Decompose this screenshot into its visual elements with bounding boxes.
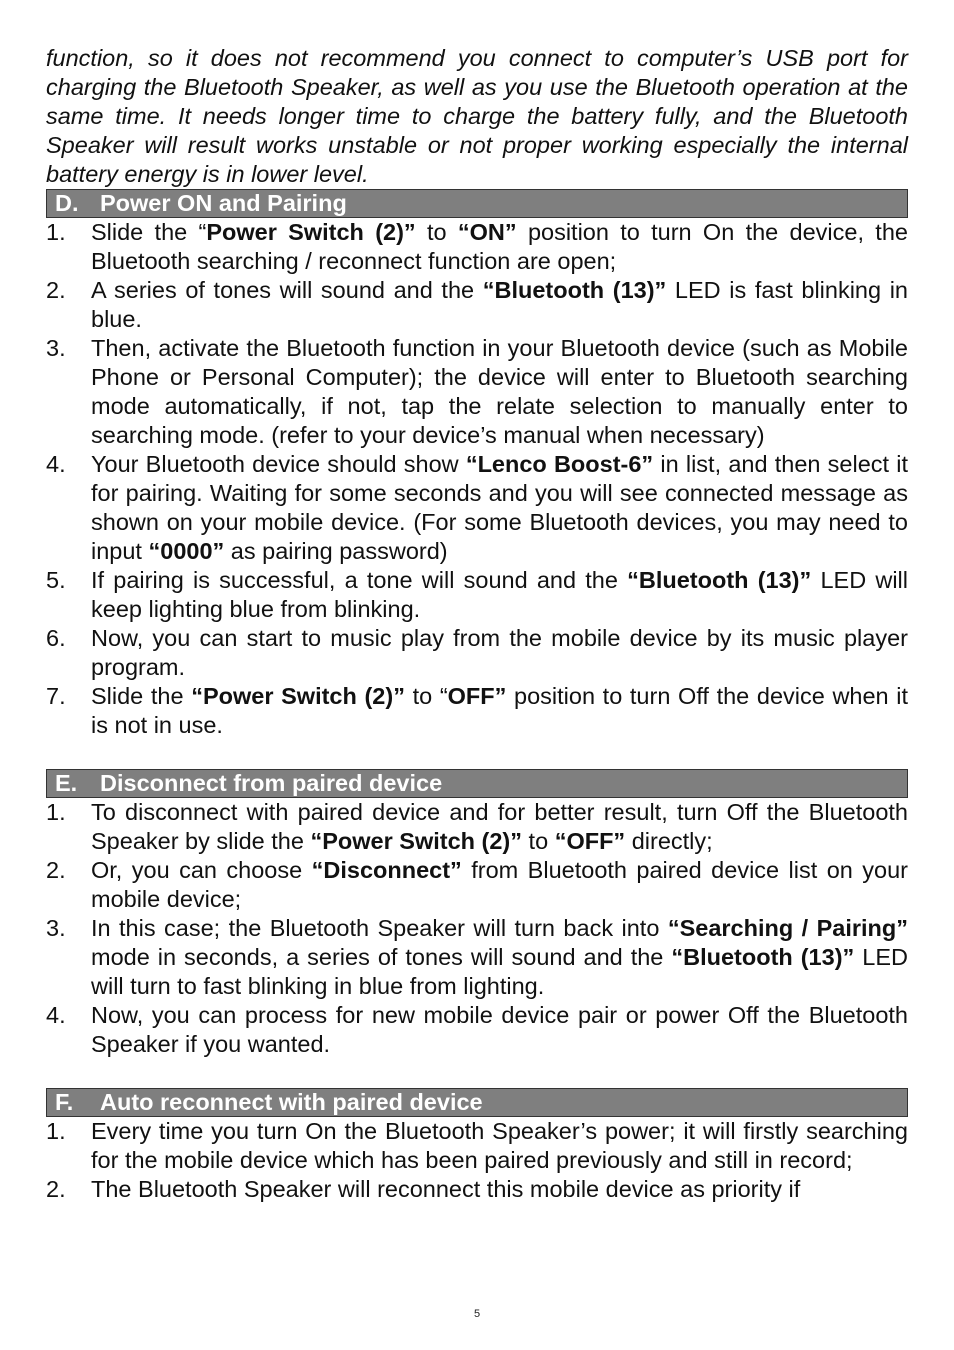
bold-text: “Lenco Boost-6” [465,451,654,477]
list-text [91,218,908,276]
list-text [91,566,908,624]
list-text [91,1001,908,1059]
step-list [46,798,908,1059]
list-number: 4. [46,451,66,477]
list-item [46,798,908,856]
text-run: To disconnect with paired device and for better result, turn Off the Bluetooth Speaker by slide the [91,799,908,854]
text-run: position to turn Off the device when it is not in use. [91,683,909,738]
list-text [91,450,908,566]
text-run: In this case; the Bluetooth Speaker will turn back into [91,915,668,941]
text-run: LED is fast blinking in blue. [91,277,908,332]
list-number: 3. [46,335,66,361]
list-number: 6. [46,625,66,651]
list-item [46,450,908,566]
list-text [91,334,908,450]
list-item [46,334,908,450]
section-letter: D. [55,190,79,216]
list-item [46,1175,908,1204]
bold-text: “Power Switch (2)” [191,683,405,709]
text-run: mode in seconds, a series of tones will sound and the [91,944,672,970]
list-item [46,218,908,276]
spacer [46,1059,908,1088]
section-title: Auto reconnect with paired device [100,1089,483,1115]
text-run: Now, you can start to music play from the mobile device by its music player program. [91,625,908,680]
text-run: Now, you can process for new mobile device pair or power Off the Bluetooth Speaker if you wanted. [91,1002,908,1057]
text-run: as pairing password) [224,538,448,564]
list-text [91,1117,908,1175]
document-page [46,44,908,1204]
text-run: to [522,828,555,854]
bold-text: “0000” [148,538,225,564]
list-number: 2. [46,857,66,883]
list-item [46,682,908,740]
section-title: Disconnect from paired device [100,770,443,796]
section-letter: E. [55,770,78,796]
text-run: to “ [404,683,448,709]
bold-text: “Bluetooth (13)” [627,567,812,593]
bold-text: “Power Switch (2)” [310,828,523,854]
text-run: LED will turn to fast blinking in blue from lighting. [91,944,908,999]
section-d [46,189,908,740]
bold-text: Power Switch (2)” [206,219,416,245]
text-run: If pairing is successful, a tone will sound and the [91,567,628,593]
list-number: 1. [46,219,66,245]
text-run: Then, activate the Bluetooth function in your Bluetooth device (such as Mobile Phone or Personal Computer); the device will enter to Bluetooth searching mode automatically, if not, tap the relate selection to manually enter to searching mode. (refer to your device’s manual when necessary) [91,335,908,448]
bold-text: “Searching / Pairing” [667,915,909,941]
list-number: 7. [46,683,66,709]
list-item [46,856,908,914]
list-text [91,1175,908,1204]
section-f [46,1088,908,1204]
text-run: Or, you can choose [91,857,312,883]
bold-text: OFF” [447,683,507,709]
list-item [46,276,908,334]
list-text [91,276,908,334]
text-run: Your Bluetooth device should show [91,451,466,477]
list-text [91,798,908,856]
text-run: in list, and then select it for pairing. Waiting for some seconds and you will see connected message as shown on your mobile device. (For some Bluetooth devices, you may need to input [91,451,908,564]
section-header [46,189,908,218]
list-item [46,1001,908,1059]
list-number: 5. [46,567,66,593]
text-run: LED will keep lighting blue from blinking. [91,567,908,622]
page-number: 5 [473,1308,481,1320]
bold-text: “OFF” [554,828,626,854]
bold-text: “Bluetooth (13)” [482,277,667,303]
text-run: Slide the “ [91,219,207,245]
spacer [46,740,908,769]
list-number: 2. [46,1176,66,1202]
text-run: Every time you turn On the Bluetooth Speaker’s power; it will firstly searching for the mobile device which has been paired previously and still in record; [91,1118,908,1173]
list-text [91,624,908,682]
list-item [46,566,908,624]
list-number: 1. [46,799,66,825]
bold-text: “Disconnect” [311,857,462,883]
text-run: The Bluetooth Speaker will reconnect this mobile device as priority if [91,1176,801,1202]
bold-text: “Bluetooth (13)” [671,944,855,970]
step-list [46,1117,908,1204]
section-header [46,1088,908,1117]
text-run: Slide the [91,683,192,709]
list-item [46,1117,908,1175]
section-letter: F. [55,1089,74,1115]
text-run: position to turn On the device, the Bluetooth searching / reconnect function are open; [91,219,908,274]
text-run: to [415,219,458,245]
text-run: A series of tones will sound and the [91,277,483,303]
section-header [46,769,908,798]
list-number: 2. [46,277,66,303]
section-e [46,769,908,1059]
section-title: Power ON and Pairing [100,190,347,216]
step-list [46,218,908,740]
list-text [91,682,908,740]
bold-text: “ON” [457,219,517,245]
intro-paragraph: function, so it does not recommend you connect to computer’s USB port for charging the Bluetooth Speaker, as well as you use the Bluetooth operation at the same time. It needs longer time to charge the battery fully, and the Bluetooth Speaker will result works unstable or not proper working especially the internal battery energy is in lower level. [46,45,908,187]
list-text [91,914,908,1001]
list-item [46,914,908,1001]
list-item [46,624,908,682]
text-run: directly; [625,828,713,854]
list-number: 1. [46,1118,66,1144]
list-text [91,856,908,914]
text-run: from Bluetooth paired device list on your mobile device; [91,857,908,912]
list-number: 4. [46,1002,66,1028]
list-number: 3. [46,915,66,941]
